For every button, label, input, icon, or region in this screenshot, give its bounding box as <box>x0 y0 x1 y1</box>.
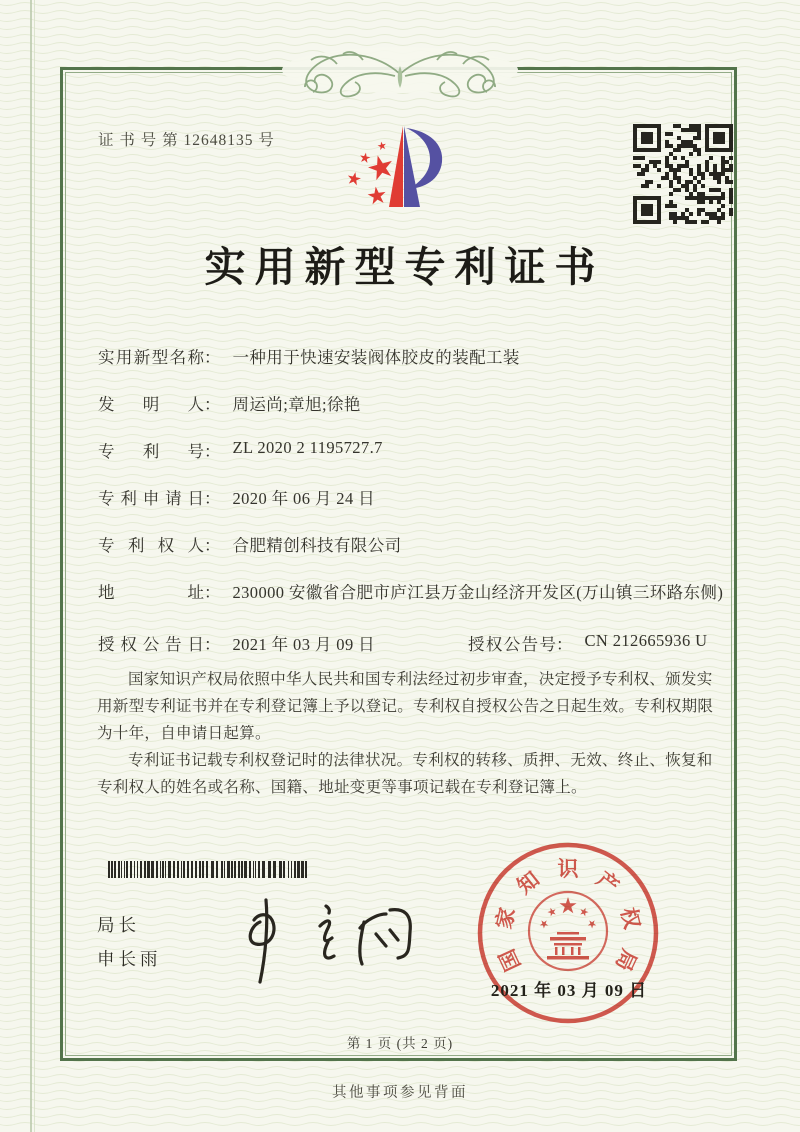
legal-text <box>97 667 719 802</box>
handwritten-signature-icon <box>232 892 432 992</box>
page-edge-line <box>34 0 35 1132</box>
certificate-number: 证 书 号 第 12648135 号 <box>98 132 275 149</box>
grant-number-pair <box>468 631 707 655</box>
field-colon: ： <box>556 635 573 654</box>
signatory-name: 申长雨 <box>97 949 162 969</box>
svg-text:局: 局 <box>610 945 642 975</box>
certificate-title: 实用新型专利证书 <box>204 244 605 290</box>
field-colon: ： <box>204 489 221 508</box>
field-row-filing-date <box>98 485 375 509</box>
page-edge-line <box>30 0 32 1132</box>
field-colon: ： <box>204 583 221 602</box>
svg-text:识: 识 <box>557 857 579 881</box>
svg-text:国: 国 <box>494 945 526 975</box>
legal-paragraph: 国家知识产权局依照中华人民共和国专利法经过初步审查，决定授予专利权、颁发实用新型专利证书并在专利登记簿上予以登记。专利权自授权公告之日起生效。专利权期限为十年，自申请日起算。 <box>97 671 714 742</box>
field-value: 230000 安徽省合肥市庐江县万金山经济开发区(万山镇三环路东侧) <box>232 583 724 602</box>
field-colon: ： <box>204 348 221 367</box>
field-value: ZL 2020 2 1195727.7 <box>232 438 383 457</box>
svg-text:知: 知 <box>512 866 544 899</box>
signatory-title: 局长 <box>97 915 140 935</box>
back-side-note: 其他事项参见背面 <box>332 1085 468 1101</box>
field-value: 2020 年 06 月 24 日 <box>232 489 376 508</box>
field-value: 一种用于快速安装阀体胶皮的装配工装 <box>232 348 520 367</box>
field-label: 专利权人 <box>98 536 204 555</box>
field-label: 授权公告号 <box>468 635 556 654</box>
cnipa-logo-icon <box>332 106 482 228</box>
field-value: 合肥精创科技有限公司 <box>232 536 402 555</box>
qr-code <box>633 124 733 224</box>
barcode <box>108 861 310 878</box>
field-row-inventors <box>98 391 361 415</box>
field-label: 授权公告日 <box>98 635 204 654</box>
svg-text:家: 家 <box>491 905 520 932</box>
svg-text:产: 产 <box>592 866 624 899</box>
field-row-grant <box>98 631 720 655</box>
field-label: 专利申请日 <box>98 489 204 508</box>
field-colon: ： <box>204 442 221 461</box>
field-value: CN 212665936 U <box>584 631 708 650</box>
green-flourish-icon <box>245 40 555 106</box>
field-colon: ： <box>204 635 221 654</box>
field-label: 专利号 <box>98 442 204 461</box>
field-colon: ： <box>204 395 221 414</box>
field-label: 实用新型名称 <box>98 348 204 367</box>
field-colon: ： <box>204 536 221 555</box>
seal-date: 2021 年 03 月 09 日 <box>490 981 648 1000</box>
field-row-address <box>98 579 733 606</box>
field-row-name <box>98 344 520 368</box>
field-label: 发明人 <box>98 395 204 414</box>
legal-paragraph: 专利证书记载专利权登记时的法律状况。专利权的转移、质押、无效、终止、恢复和专利权人的姓名或名称、国籍、地址变更等事项记载在专利登记簿上。 <box>97 751 713 796</box>
field-value: 周运尚;章旭;徐艳 <box>232 395 361 414</box>
field-value: 2021 年 03 月 09 日 <box>232 635 376 654</box>
page-number: 第 1 页 (共 2 页) <box>346 1036 454 1051</box>
svg-text:权: 权 <box>616 905 645 932</box>
field-row-patentee <box>98 532 402 556</box>
field-label: 地址 <box>98 583 204 602</box>
field-row-patent-number <box>98 438 383 462</box>
